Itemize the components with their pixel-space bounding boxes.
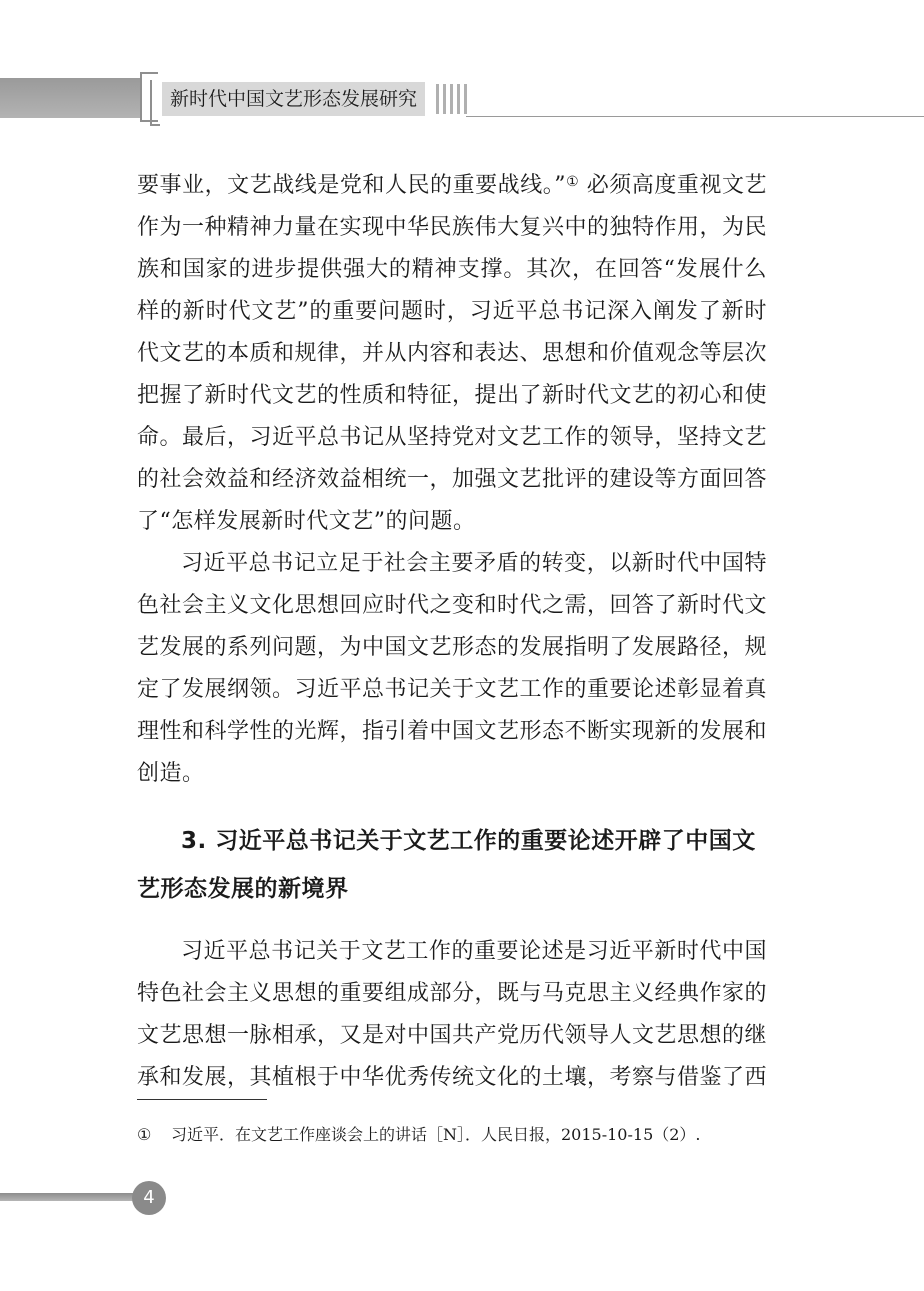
paragraph-3: 习近平总书记关于文艺工作的重要论述是习近平新时代中国特色社会主义思想的重要组成部分，既与马克思主义经典作家的文艺思想一脉相承，又是对中国共产党历代领导人文艺思想的继承和发展，其植根于中华优秀传统文化的土壤，考察与借鉴了西 <box>137 939 768 1090</box>
header-bracket-inner <box>150 80 160 126</box>
header-stripes <box>436 84 467 114</box>
footnote-rule <box>137 1099 267 1100</box>
paragraph-1 <box>137 165 767 543</box>
header-stripe <box>443 84 446 114</box>
footnote-text: 习近平．在文艺工作座谈会上的讲话［N］．人民日报，2015-10-15（2）. <box>171 1125 701 1144</box>
page-number: 4 <box>132 1181 166 1215</box>
page-body <box>137 165 767 1099</box>
header-stripe <box>436 84 439 114</box>
footnote <box>137 1122 777 1148</box>
footnote-reference[interactable]: ① <box>566 174 580 190</box>
header-rule <box>466 116 924 117</box>
section-heading: 3. 习近平总书记关于文艺工作的重要论述开辟了中国文艺形态发展的新境界 <box>137 828 756 902</box>
header-stripe <box>457 84 460 114</box>
paragraph-1-lead: 要事业，文艺战线是党和人民的重要战线。” <box>137 173 567 198</box>
header-stripe <box>464 84 467 114</box>
footnote-mark: ① <box>137 1125 152 1144</box>
header-band <box>0 78 150 118</box>
paragraph-2: 习近平总书记立足于社会主要矛盾的转变，以新时代中国特色社会主义文化思想回应时代之变和时代之需，回答了新时代文艺发展的系列问题，为中国文艺形态的发展指明了发展路径，规定了发展纲领。习近平总书记关于文艺工作的重要论述彰显着真理性和科学性的光辉，指引着中国文艺形态不断实现新的发展和创造。 <box>137 551 768 786</box>
page-number-bar <box>0 1193 140 1201</box>
running-header-title: 新时代中国文艺形态发展研究 <box>162 82 425 116</box>
paragraph-1-rest: 必须高度重视文艺作为一种精神力量在实现中华民族伟大复兴中的独特作用，为民族和国家的进步提供强大的精神支撑。其次，在回答“发展什么样的新时代文艺”的重要问题时，习近平总书记深入阐发了新时代文艺的本质和规律，并从内容和表达、思想和价值观念等层次把握了新时代文艺的性质和特征，提出了新时代文艺的初心和使命。最后，习近平总书记从坚持党对文艺工作的领导，坚持文艺的社会效益和经济效益相统一，加强文艺批评的建设等方面回答了“怎样发展新时代文艺”的问题。 <box>137 173 768 534</box>
header-stripe <box>450 84 453 114</box>
